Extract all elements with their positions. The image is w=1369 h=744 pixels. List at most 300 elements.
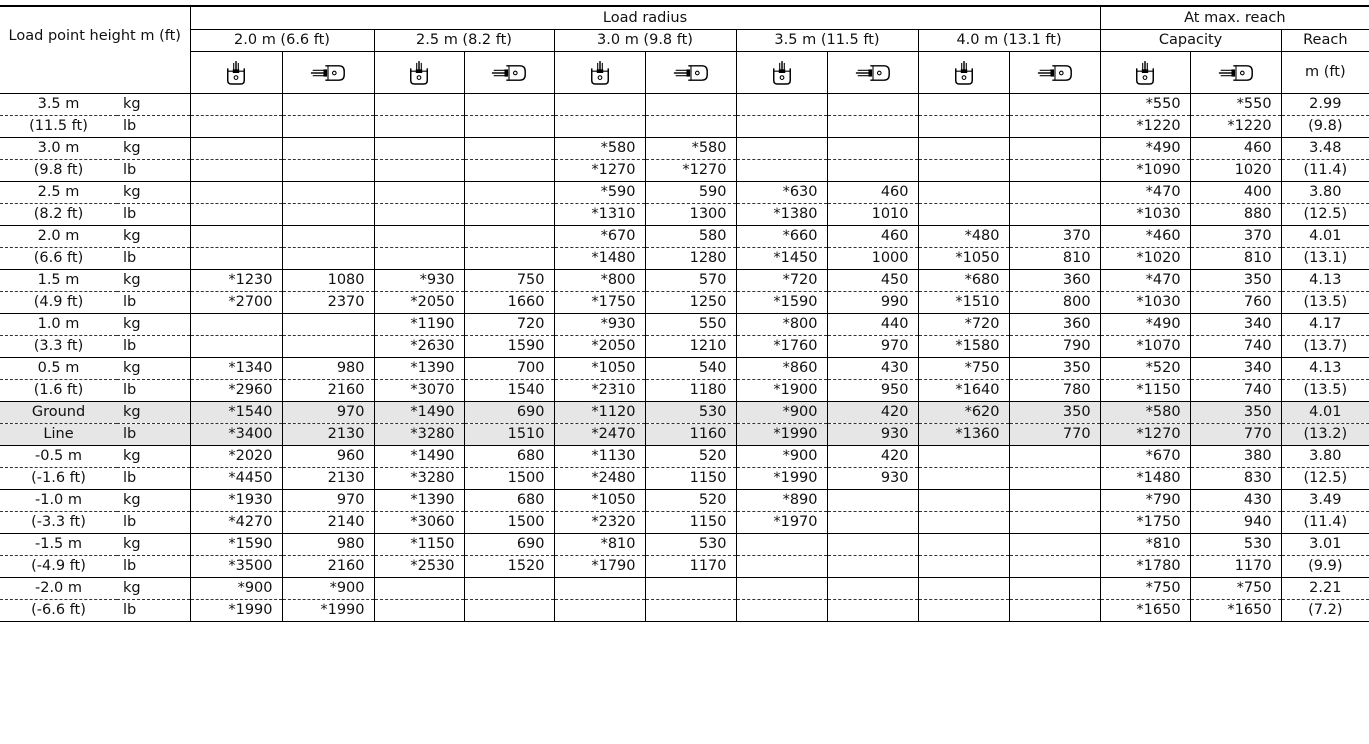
table-header xyxy=(0,6,1369,94)
over-side-icon-cell xyxy=(827,52,918,94)
capacity-cell xyxy=(190,336,282,358)
row-unit-label: kg xyxy=(117,314,190,336)
row-unit-label: lb xyxy=(117,556,190,578)
capacity-cell xyxy=(282,182,374,204)
row-height-label: Line xyxy=(0,424,117,446)
row-height-label: (-3.3 ft) xyxy=(0,512,117,534)
capacity-cell: 770 xyxy=(1009,424,1100,446)
row-unit-label: lb xyxy=(117,292,190,314)
capacity-cell: *1450 xyxy=(736,248,827,270)
max-reach-header: At max. reach xyxy=(1100,6,1369,30)
reach-unit-header: m (ft) xyxy=(1281,52,1369,94)
reach-value-cell: 4.13 xyxy=(1281,358,1369,380)
capacity-cell xyxy=(736,556,827,578)
capacity-cell: *1970 xyxy=(736,512,827,534)
capacity-cell xyxy=(827,512,918,534)
row-unit-label: lb xyxy=(117,336,190,358)
capacity-cell: *1190 xyxy=(374,314,464,336)
row-height-label: (6.6 ft) xyxy=(0,248,117,270)
capacity-cell: *1310 xyxy=(554,204,645,226)
capacity-cell: 1080 xyxy=(282,270,374,292)
table-row xyxy=(0,468,1369,490)
capacity-cell: 990 xyxy=(827,292,918,314)
capacity-cell xyxy=(190,314,282,336)
over-front-icon xyxy=(408,60,430,86)
capacity-cell: *900 xyxy=(282,578,374,600)
capacity-cell: 1500 xyxy=(464,468,554,490)
table-row xyxy=(0,490,1369,512)
capacity-cell xyxy=(827,490,918,512)
row-height-label: 1.5 m xyxy=(0,270,117,292)
max-capacity-cell: 940 xyxy=(1190,512,1281,534)
capacity-cell xyxy=(554,94,645,116)
capacity-cell xyxy=(1009,446,1100,468)
capacity-cell: 780 xyxy=(1009,380,1100,402)
capacity-cell: *1050 xyxy=(918,248,1009,270)
capacity-cell xyxy=(1009,468,1100,490)
capacity-cell xyxy=(190,226,282,248)
capacity-cell: *1360 xyxy=(918,424,1009,446)
max-capacity-cell: *490 xyxy=(1100,314,1190,336)
capacity-cell: 350 xyxy=(1009,402,1100,424)
capacity-cell: 530 xyxy=(645,402,736,424)
reach-value-cell: (12.5) xyxy=(1281,468,1369,490)
capacity-cell: 1510 xyxy=(464,424,554,446)
row-height-label: (1.6 ft) xyxy=(0,380,117,402)
capacity-cell: 420 xyxy=(827,446,918,468)
capacity-cell xyxy=(736,578,827,600)
reach-value-cell: 2.99 xyxy=(1281,94,1369,116)
capacity-cell: 540 xyxy=(645,358,736,380)
capacity-cell: 360 xyxy=(1009,314,1100,336)
capacity-cell: 790 xyxy=(1009,336,1100,358)
capacity-cell: 970 xyxy=(282,490,374,512)
capacity-cell: 2160 xyxy=(282,556,374,578)
capacity-cell xyxy=(918,182,1009,204)
capacity-cell: *1120 xyxy=(554,402,645,424)
capacity-cell xyxy=(1009,578,1100,600)
row-unit-label: lb xyxy=(117,600,190,622)
max-capacity-cell: 340 xyxy=(1190,358,1281,380)
radius-header-2m: 2.0 m (6.6 ft) xyxy=(190,30,374,52)
capacity-cell: *930 xyxy=(554,314,645,336)
table-row xyxy=(0,226,1369,248)
capacity-cell: 720 xyxy=(464,314,554,336)
row-height-label: (11.5 ft) xyxy=(0,116,117,138)
capacity-cell xyxy=(1009,94,1100,116)
capacity-cell xyxy=(827,578,918,600)
row-unit-label: kg xyxy=(117,446,190,468)
capacity-cell xyxy=(1009,116,1100,138)
table-row xyxy=(0,358,1369,380)
capacity-cell: 930 xyxy=(827,424,918,446)
reach-value-cell: 4.01 xyxy=(1281,402,1369,424)
capacity-cell: 1280 xyxy=(645,248,736,270)
capacity-cell: *2630 xyxy=(374,336,464,358)
capacity-cell xyxy=(464,160,554,182)
max-capacity-cell: *550 xyxy=(1190,94,1281,116)
capacity-cell: 1180 xyxy=(645,380,736,402)
capacity-cell: *1640 xyxy=(918,380,1009,402)
capacity-cell: 520 xyxy=(645,446,736,468)
capacity-cell: 1160 xyxy=(645,424,736,446)
row-height-label: 2.5 m xyxy=(0,182,117,204)
capacity-cell: *660 xyxy=(736,226,827,248)
reach-value-cell: 4.13 xyxy=(1281,270,1369,292)
capacity-cell: *1540 xyxy=(190,402,282,424)
capacity-cell: *720 xyxy=(736,270,827,292)
over-front-icon xyxy=(1134,60,1156,86)
capacity-cell: 430 xyxy=(827,358,918,380)
capacity-cell: *1580 xyxy=(918,336,1009,358)
max-capacity-cell: *580 xyxy=(1100,402,1190,424)
capacity-cell: 1590 xyxy=(464,336,554,358)
reach-value-cell: (9.8) xyxy=(1281,116,1369,138)
capacity-cell: *1990 xyxy=(190,600,282,622)
row-height-label: (9.8 ft) xyxy=(0,160,117,182)
capacity-cell: 460 xyxy=(827,226,918,248)
capacity-cell: 520 xyxy=(645,490,736,512)
max-capacity-cell: 340 xyxy=(1190,314,1281,336)
capacity-cell: *720 xyxy=(918,314,1009,336)
capacity-cell xyxy=(1009,512,1100,534)
max-capacity-cell: 1170 xyxy=(1190,556,1281,578)
max-capacity-cell: 350 xyxy=(1190,402,1281,424)
capacity-cell: *1150 xyxy=(374,534,464,556)
capacity-cell: 1660 xyxy=(464,292,554,314)
row-unit-label: kg xyxy=(117,490,190,512)
capacity-cell: *4270 xyxy=(190,512,282,534)
capacity-cell xyxy=(374,204,464,226)
capacity-cell: *630 xyxy=(736,182,827,204)
row-height-label: -1.5 m xyxy=(0,534,117,556)
capacity-cell: 1000 xyxy=(827,248,918,270)
capacity-cell xyxy=(282,94,374,116)
max-capacity-cell: *470 xyxy=(1100,270,1190,292)
capacity-cell: 1010 xyxy=(827,204,918,226)
over-side-icon-cell xyxy=(645,52,736,94)
max-capacity-cell: *750 xyxy=(1100,578,1190,600)
reach-value-cell: 2.21 xyxy=(1281,578,1369,600)
capacity-cell: *1270 xyxy=(554,160,645,182)
capacity-cell xyxy=(918,578,1009,600)
capacity-cell: 530 xyxy=(645,534,736,556)
capacity-cell: 570 xyxy=(645,270,736,292)
capacity-cell: *1930 xyxy=(190,490,282,512)
capacity-cell: *3400 xyxy=(190,424,282,446)
capacity-cell: *4450 xyxy=(190,468,282,490)
max-capacity-cell: 880 xyxy=(1190,204,1281,226)
capacity-cell xyxy=(374,182,464,204)
row-unit-label: lb xyxy=(117,248,190,270)
over-side-icon-cell xyxy=(464,52,554,94)
reach-value-cell: 3.80 xyxy=(1281,446,1369,468)
table-row xyxy=(0,578,1369,600)
capacity-cell xyxy=(554,116,645,138)
over-front-icon-cell xyxy=(190,52,282,94)
row-unit-label: kg xyxy=(117,94,190,116)
capacity-cell xyxy=(645,116,736,138)
capacity-cell: 2140 xyxy=(282,512,374,534)
capacity-cell xyxy=(282,248,374,270)
max-capacity-cell: *460 xyxy=(1100,226,1190,248)
table-row xyxy=(0,380,1369,402)
over-front-icon xyxy=(225,60,247,86)
capacity-header: Capacity xyxy=(1100,30,1281,52)
capacity-cell: *1900 xyxy=(736,380,827,402)
row-unit-label: lb xyxy=(117,424,190,446)
icon-row xyxy=(0,52,1369,94)
max-capacity-cell: 460 xyxy=(1190,138,1281,160)
capacity-cell: *810 xyxy=(554,534,645,556)
capacity-cell: 1520 xyxy=(464,556,554,578)
capacity-cell: *860 xyxy=(736,358,827,380)
row-height-label: (8.2 ft) xyxy=(0,204,117,226)
max-capacity-cell: *1030 xyxy=(1100,204,1190,226)
capacity-cell: 2130 xyxy=(282,424,374,446)
table-row xyxy=(0,248,1369,270)
row-unit-label: kg xyxy=(117,270,190,292)
row-unit-label: kg xyxy=(117,402,190,424)
table-row xyxy=(0,204,1369,226)
capacity-cell: 2130 xyxy=(282,468,374,490)
row-unit-label: lb xyxy=(117,160,190,182)
capacity-cell: *2480 xyxy=(554,468,645,490)
capacity-cell xyxy=(464,182,554,204)
capacity-cell xyxy=(645,94,736,116)
table-row xyxy=(0,512,1369,534)
max-capacity-cell: *1020 xyxy=(1100,248,1190,270)
capacity-cell: *1510 xyxy=(918,292,1009,314)
capacity-cell: *1990 xyxy=(736,468,827,490)
capacity-cell: 980 xyxy=(282,534,374,556)
capacity-cell: *1130 xyxy=(554,446,645,468)
capacity-cell xyxy=(464,226,554,248)
capacity-cell xyxy=(645,578,736,600)
capacity-cell: *1050 xyxy=(554,490,645,512)
capacity-cell: 370 xyxy=(1009,226,1100,248)
max-capacity-cell: *1480 xyxy=(1100,468,1190,490)
capacity-cell xyxy=(282,336,374,358)
capacity-cell xyxy=(554,600,645,622)
capacity-cell: 1540 xyxy=(464,380,554,402)
max-capacity-cell: 430 xyxy=(1190,490,1281,512)
capacity-cell: 970 xyxy=(827,336,918,358)
capacity-cell: *580 xyxy=(645,138,736,160)
capacity-cell: *900 xyxy=(736,446,827,468)
reach-value-cell: (7.2) xyxy=(1281,600,1369,622)
capacity-cell: *2320 xyxy=(554,512,645,534)
table-row xyxy=(0,314,1369,336)
capacity-cell: *800 xyxy=(554,270,645,292)
capacity-cell xyxy=(645,600,736,622)
capacity-cell: *1490 xyxy=(374,402,464,424)
capacity-cell xyxy=(554,578,645,600)
over-front-icon xyxy=(589,60,611,86)
table-row xyxy=(0,424,1369,446)
over-front-icon-cell xyxy=(554,52,645,94)
capacity-cell xyxy=(918,138,1009,160)
table-row xyxy=(0,182,1369,204)
max-capacity-cell: *520 xyxy=(1100,358,1190,380)
table-row xyxy=(0,336,1369,358)
reach-value-cell: (13.5) xyxy=(1281,292,1369,314)
capacity-cell xyxy=(282,314,374,336)
table-row xyxy=(0,160,1369,182)
capacity-cell: 800 xyxy=(1009,292,1100,314)
row-height-label: 2.0 m xyxy=(0,226,117,248)
row-height-label: 3.0 m xyxy=(0,138,117,160)
max-capacity-cell: *1030 xyxy=(1100,292,1190,314)
table-row xyxy=(0,556,1369,578)
over-front-icon xyxy=(953,60,975,86)
capacity-cell xyxy=(827,138,918,160)
capacity-cell xyxy=(374,138,464,160)
capacity-cell xyxy=(190,116,282,138)
capacity-cell: 360 xyxy=(1009,270,1100,292)
capacity-cell xyxy=(918,534,1009,556)
max-capacity-cell: 740 xyxy=(1190,380,1281,402)
capacity-cell xyxy=(827,160,918,182)
capacity-cell xyxy=(374,94,464,116)
reach-value-cell: (13.1) xyxy=(1281,248,1369,270)
capacity-cell xyxy=(736,138,827,160)
reach-value-cell: (11.4) xyxy=(1281,512,1369,534)
capacity-cell xyxy=(827,556,918,578)
load-radius-header: Load radius xyxy=(190,6,1100,30)
capacity-cell xyxy=(464,116,554,138)
capacity-cell: 460 xyxy=(827,182,918,204)
row-height-label: 1.0 m xyxy=(0,314,117,336)
capacity-cell: 550 xyxy=(645,314,736,336)
capacity-cell: *1230 xyxy=(190,270,282,292)
capacity-cell: *480 xyxy=(918,226,1009,248)
over-side-icon-cell xyxy=(1190,52,1281,94)
table-row xyxy=(0,94,1369,116)
max-capacity-cell: 530 xyxy=(1190,534,1281,556)
capacity-cell: *3070 xyxy=(374,380,464,402)
capacity-cell xyxy=(190,138,282,160)
radius-header-4m: 4.0 m (13.1 ft) xyxy=(918,30,1100,52)
max-capacity-cell: 770 xyxy=(1190,424,1281,446)
capacity-cell: 1150 xyxy=(645,468,736,490)
capacity-cell xyxy=(1009,160,1100,182)
row-height-label: 0.5 m xyxy=(0,358,117,380)
capacity-cell: 1300 xyxy=(645,204,736,226)
reach-value-cell: (13.5) xyxy=(1281,380,1369,402)
capacity-cell: 2160 xyxy=(282,380,374,402)
row-unit-label: lb xyxy=(117,204,190,226)
capacity-cell xyxy=(1009,138,1100,160)
capacity-cell: *1480 xyxy=(554,248,645,270)
capacity-cell: *2050 xyxy=(374,292,464,314)
capacity-cell: *1340 xyxy=(190,358,282,380)
capacity-cell xyxy=(282,138,374,160)
capacity-cell: 450 xyxy=(827,270,918,292)
capacity-cell: *680 xyxy=(918,270,1009,292)
capacity-cell xyxy=(918,600,1009,622)
capacity-cell xyxy=(374,600,464,622)
radius-header-3m: 3.0 m (9.8 ft) xyxy=(554,30,736,52)
capacity-cell xyxy=(464,204,554,226)
max-capacity-cell: 370 xyxy=(1190,226,1281,248)
lift-capacity-table xyxy=(0,5,1369,622)
capacity-cell: *1760 xyxy=(736,336,827,358)
row-unit-label: kg xyxy=(117,182,190,204)
capacity-cell xyxy=(1009,534,1100,556)
row-height-label: 3.5 m xyxy=(0,94,117,116)
max-capacity-cell: 350 xyxy=(1190,270,1281,292)
over-front-icon-cell xyxy=(918,52,1009,94)
capacity-cell: *1590 xyxy=(190,534,282,556)
reach-value-cell: (12.5) xyxy=(1281,204,1369,226)
table-row xyxy=(0,292,1369,314)
table-row xyxy=(0,446,1369,468)
max-capacity-cell: *490 xyxy=(1100,138,1190,160)
over-side-icon xyxy=(1037,63,1073,83)
capacity-cell: *2020 xyxy=(190,446,282,468)
over-front-icon xyxy=(771,60,793,86)
capacity-cell xyxy=(374,578,464,600)
reach-value-cell: (13.2) xyxy=(1281,424,1369,446)
capacity-cell: *930 xyxy=(374,270,464,292)
capacity-cell xyxy=(1009,204,1100,226)
capacity-cell: *620 xyxy=(918,402,1009,424)
max-capacity-cell: *750 xyxy=(1190,578,1281,600)
max-capacity-cell: 830 xyxy=(1190,468,1281,490)
max-capacity-cell: *550 xyxy=(1100,94,1190,116)
capacity-cell xyxy=(190,160,282,182)
max-capacity-cell: *1270 xyxy=(1100,424,1190,446)
capacity-cell xyxy=(190,248,282,270)
max-capacity-cell: *1070 xyxy=(1100,336,1190,358)
capacity-cell xyxy=(918,446,1009,468)
capacity-cell: 680 xyxy=(464,446,554,468)
capacity-cell: 680 xyxy=(464,490,554,512)
capacity-cell: 1500 xyxy=(464,512,554,534)
capacity-cell: *1590 xyxy=(736,292,827,314)
capacity-cell xyxy=(374,116,464,138)
capacity-cell: 590 xyxy=(645,182,736,204)
max-capacity-cell: 400 xyxy=(1190,182,1281,204)
capacity-cell xyxy=(918,512,1009,534)
radius-header-3-5m: 3.5 m (11.5 ft) xyxy=(736,30,918,52)
reach-value-cell: 3.80 xyxy=(1281,182,1369,204)
capacity-cell: *1990 xyxy=(736,424,827,446)
row-height-label: (-6.6 ft) xyxy=(0,600,117,622)
reach-value-cell: 3.01 xyxy=(1281,534,1369,556)
capacity-cell: *3060 xyxy=(374,512,464,534)
table-row xyxy=(0,534,1369,556)
capacity-cell xyxy=(1009,600,1100,622)
max-capacity-cell: 740 xyxy=(1190,336,1281,358)
capacity-cell: 350 xyxy=(1009,358,1100,380)
row-height-label: (-4.9 ft) xyxy=(0,556,117,578)
reach-value-cell: 4.17 xyxy=(1281,314,1369,336)
capacity-cell xyxy=(464,600,554,622)
over-side-icon xyxy=(1218,63,1254,83)
load-point-height-header: Load point height m (ft) xyxy=(0,6,190,94)
reach-value-cell: 3.49 xyxy=(1281,490,1369,512)
table-body xyxy=(0,94,1369,622)
capacity-cell xyxy=(827,94,918,116)
capacity-cell: *3500 xyxy=(190,556,282,578)
max-capacity-cell: *1220 xyxy=(1100,116,1190,138)
max-capacity-cell: *1780 xyxy=(1100,556,1190,578)
capacity-cell xyxy=(190,204,282,226)
capacity-cell xyxy=(736,600,827,622)
capacity-cell: *2530 xyxy=(374,556,464,578)
